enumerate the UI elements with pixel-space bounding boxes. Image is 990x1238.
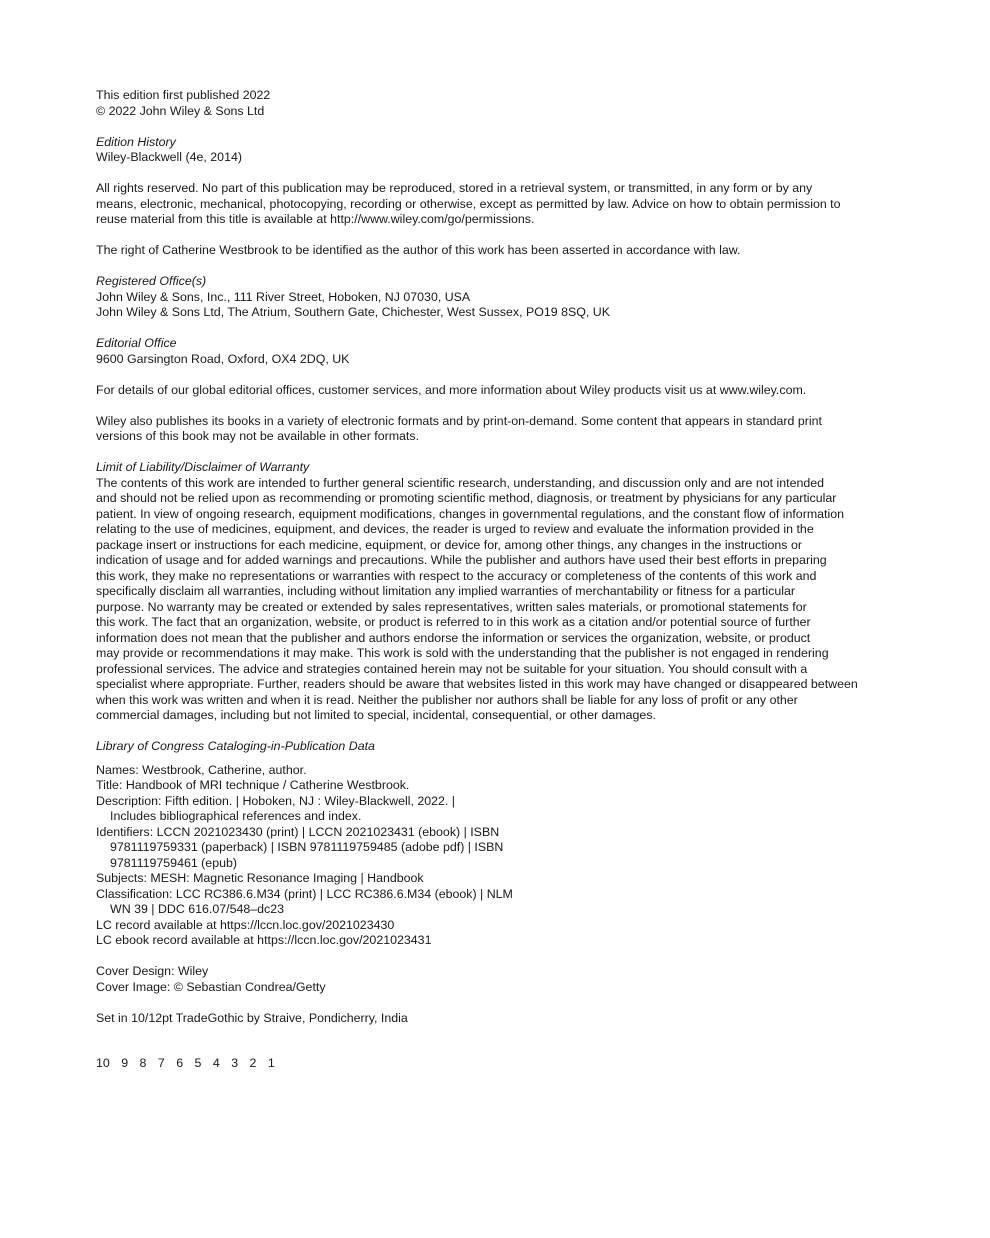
edition-history-entry: Wiley-Blackwell (4e, 2014) bbox=[96, 150, 242, 164]
editorial-office-heading: Editorial Office bbox=[96, 336, 177, 350]
disclaimer-line: specifically disclaim all warranties, including without limitation any implied warranties of merchantability or fitness for a particular bbox=[96, 584, 795, 598]
registered-offices bbox=[96, 274, 896, 321]
registered-office-line: John Wiley & Sons, Inc., 111 River Street, Hoboken, NJ 07030, USA bbox=[96, 289, 471, 304]
cip-line: Identifiers: LCCN 2021023430 (print) | LCCN 2021023431 (ebook) | ISBN bbox=[96, 824, 500, 839]
rights-line: All rights reserved. No part of this publication may be reproduced, stored in a retrieval system, or transmitted, in any form or by any bbox=[96, 181, 813, 195]
rights-line: means, electronic, mechanical, photocopying, recording or otherwise, except as permitted by law. Advice on how to obtain permission to bbox=[96, 196, 841, 211]
disclaimer-line: The contents of this work are intended to further general scientific research, understanding, and discussion only and are not intended bbox=[96, 475, 825, 490]
disclaimer-line: relating to the use of medicines, equipment, and devices, the reader is urged to review and evaluate the information provided in the bbox=[96, 522, 814, 536]
disclaimer-line: package insert or instructions for each medicine, equipment, or device for, among other things, any changes in the instructions or bbox=[96, 537, 802, 552]
typeset-statement bbox=[96, 1011, 896, 1027]
copyright-line: © 2022 John Wiley & Sons Ltd bbox=[96, 103, 265, 118]
edition-history-heading: Edition History bbox=[96, 134, 176, 149]
disclaimer-line: specialist where appropriate. Further, readers should be aware that websites listed in this work may have changed or disappeared between bbox=[96, 677, 858, 691]
author-right-line: The right of Catherine Westbrook to be identified as the author of this work has been asserted in accordance with law. bbox=[96, 243, 741, 257]
disclaimer bbox=[96, 460, 896, 724]
disclaimer-heading: Limit of Liability/Disclaimer of Warranty bbox=[96, 460, 310, 474]
cip-line: LC ebook record available at https://lccn.loc.gov/2021023431 bbox=[96, 933, 432, 947]
cip-line: Subjects: MESH: Magnetic Resonance Imaging | Handbook bbox=[96, 871, 424, 885]
cip-line: LC record available at https://lccn.loc.gov/2021023430 bbox=[96, 917, 395, 932]
cip-heading: Library of Congress Cataloging-in-Publication Data bbox=[96, 739, 375, 753]
disclaimer-line: indication of usage and for added warnings and precautions. While the publisher and authors have used their best efforts in preparing bbox=[96, 553, 827, 567]
first-published-line: This edition first published 2022 bbox=[96, 88, 271, 102]
formats-statement bbox=[96, 414, 896, 445]
cip-line: Names: Westbrook, Catherine, author. bbox=[96, 762, 307, 777]
typeset-line: Set in 10/12pt TradeGothic by Straive, Pondicherry, India bbox=[96, 1010, 408, 1025]
cip-line: 9781119759461 (epub) bbox=[110, 855, 238, 870]
cip-line: Description: Fifth edition. | Hoboken, NJ : Wiley-Blackwell, 2022. | bbox=[96, 793, 456, 808]
disclaimer-line: when this work was written and when it is read. Neither the publisher nor authors shall be liable for any loss of profit or any other bbox=[96, 692, 798, 707]
cover-design-line: Cover Design: Wiley bbox=[96, 964, 209, 978]
publication-info bbox=[96, 88, 896, 119]
cip-heading-block bbox=[96, 739, 896, 755]
disclaimer-line: this work. The fact that an organization, website, or product is referred to in this work as a citation and/or potential source of further bbox=[96, 615, 811, 629]
cover-credits bbox=[96, 964, 896, 995]
editorial-office bbox=[96, 336, 896, 367]
registered-offices-heading: Registered Office(s) bbox=[96, 274, 207, 288]
printing-number-line: 10 9 8 7 6 5 4 3 2 1 bbox=[96, 1056, 275, 1070]
cip-line: WN 39 | DDC 616.07/548–dc23 bbox=[110, 902, 285, 916]
copyright-page bbox=[96, 88, 896, 1042]
cip-line: Title: Handbook of MRI technique / Catherine Westbrook. bbox=[96, 778, 410, 792]
disclaimer-line: and should not be relied upon as recommending or promoting scientific method, diagnosis, or treatment by physicians for any particular bbox=[96, 491, 837, 505]
rights-statement bbox=[96, 181, 896, 228]
author-right-statement bbox=[96, 243, 896, 259]
formats-line: versions of this book may not be available in other formats. bbox=[96, 429, 420, 443]
registered-office-line: John Wiley & Sons Ltd, The Atrium, Southern Gate, Chichester, West Sussex, PO19 8SQ, UK bbox=[96, 305, 610, 319]
disclaimer-line: information does not mean that the publisher and authors endorse the information or services the organization, website, or product bbox=[96, 630, 811, 645]
disclaimer-line: patient. In view of ongoing research, equipment modifications, changes in governmental regulations, and the constant flow of information bbox=[96, 506, 845, 521]
disclaimer-line: commercial damages, including but not limited to special, incidental, consequential, or other damages. bbox=[96, 708, 656, 722]
cover-image-line: Cover Image: © Sebastian Condrea/Getty bbox=[96, 979, 326, 994]
editorial-office-line: 9600 Garsington Road, Oxford, OX4 2DQ, UK bbox=[96, 351, 350, 366]
disclaimer-line: professional services. The advice and strategies contained herein may not be suitable for your situation. You should consult with a bbox=[96, 661, 808, 676]
disclaimer-line: purpose. No warranty may be created or extended by sales representatives, written sales materials, or promotional statements for bbox=[96, 599, 807, 614]
global-offices-line: For details of our global editorial offices, customer services, and more information about Wiley products visit us at www.wiley.com. bbox=[96, 382, 807, 397]
disclaimer-line: this work, they make no representations or warranties with respect to the accuracy or completeness of the contents of this work and bbox=[96, 568, 817, 583]
rights-line: reuse material from this title is available at http://www.wiley.com/go/permissions. bbox=[96, 212, 535, 226]
cip-data bbox=[96, 763, 896, 949]
formats-line: Wiley also publishes its books in a variety of electronic formats and by print-on-demand. Some content that appears in standard print bbox=[96, 413, 822, 428]
cip-line: Includes bibliographical references and index. bbox=[110, 809, 362, 823]
global-offices-statement bbox=[96, 383, 896, 399]
cip-line: Classification: LCC RC386.6.M34 (print) | LCC RC386.6.M34 (ebook) | NLM bbox=[96, 886, 513, 901]
disclaimer-line: may provide or recommendations it may make. This work is sold with the understanding that the publisher is not engaged in rendering bbox=[96, 646, 829, 660]
edition-history bbox=[96, 135, 896, 166]
cip-line: 9781119759331 (paperback) | ISBN 9781119759485 (adobe pdf) | ISBN bbox=[110, 840, 504, 854]
